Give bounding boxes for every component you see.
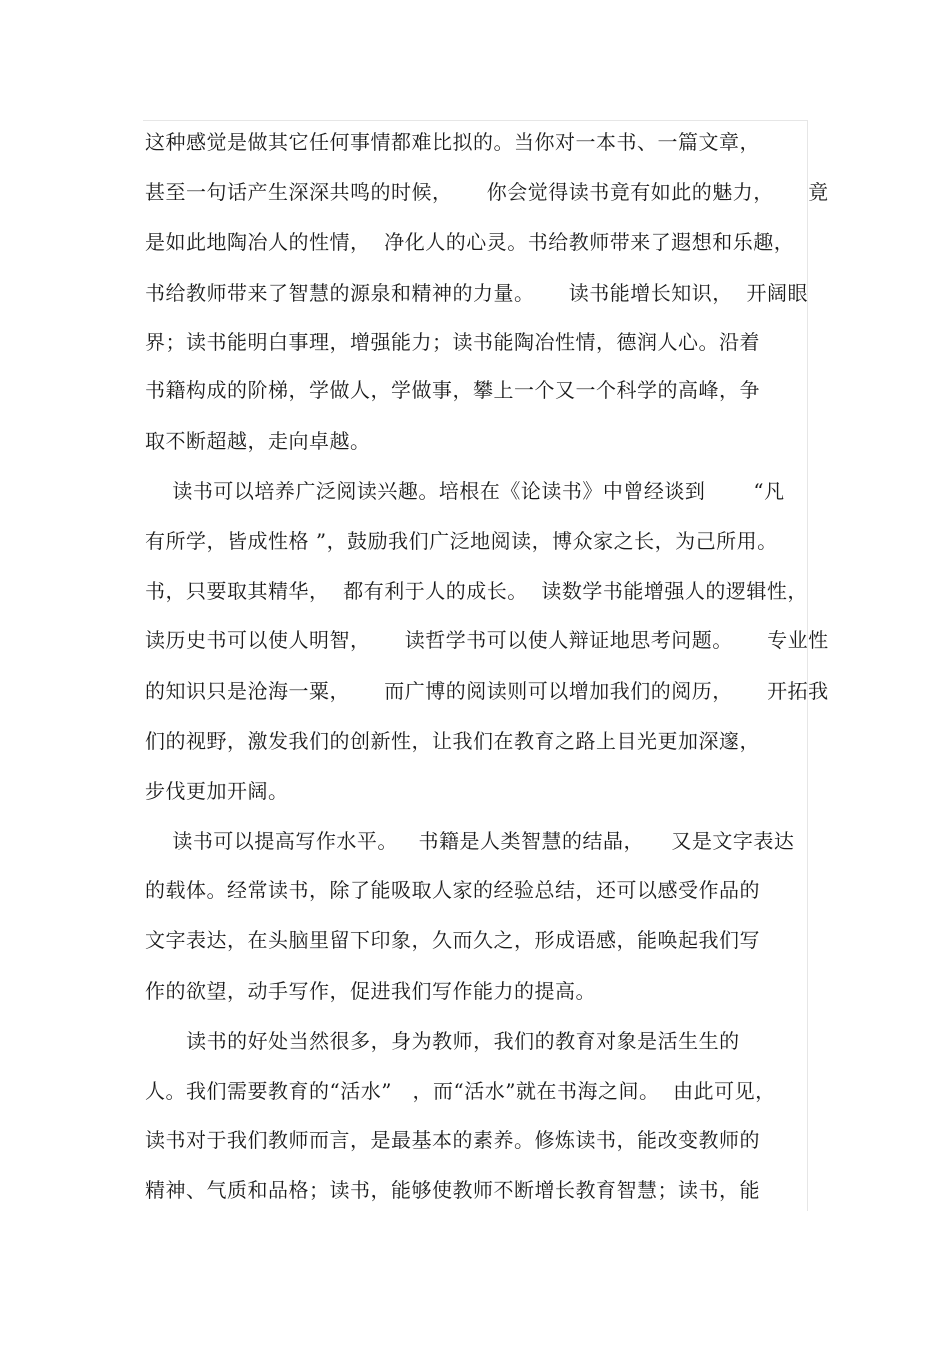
- text-line: 精神、气质和品格；读书，能够使教师不断增长教育智慧；读书，能: [145, 1178, 760, 1202]
- text-line: 人。我们需要教育的“活水” ，而“活水”就在书海之间。 由此可见，: [145, 1079, 776, 1103]
- text-line: 读书对于我们教师而言，是最基本的素养。修炼读书，能改变教师的: [145, 1128, 760, 1152]
- paragraph-first-line: 读书的好处当然很多，身为教师，我们的教育对象是活生生的: [145, 1029, 740, 1053]
- text-line: 步伐更加开阔。: [145, 779, 289, 803]
- text-line: 取不断超越，走向卓越。: [145, 429, 371, 453]
- text-line: 文字表达，在头脑里留下印象，久而久之，形成语感，能唤起我们写: [145, 928, 760, 952]
- text-line: 界；读书能明白事理，增强能力；读书能陶冶性情，德润人心。沿着: [145, 330, 760, 354]
- paragraph-first-line: 读书可以培养广泛阅读兴趣。培根在《论读书》中曾经谈到 “凡: [145, 479, 785, 503]
- text-line: 作的欲望，动手写作，促进我们写作能力的提高。: [145, 979, 596, 1003]
- text-line: 书，只要取其精华， 都有利于人的成长。 读数学书能增强人的逻辑性，: [145, 579, 808, 603]
- text-line: 的知识只是沧海一粟， 而广博的阅读则可以增加我们的阅历， 开拓我: [145, 679, 829, 703]
- text-line: 的载体。经常读书，除了能吸取人家的经验总结，还可以感受作品的: [145, 878, 760, 902]
- text-line: 书给教师带来了智慧的源泉和精神的力量。 读书能增长知识， 开阔眼: [145, 281, 809, 305]
- text-line: 们的视野，激发我们的创新性，让我们在教育之路上目光更加深邃，: [145, 729, 760, 753]
- text-line: 这种感觉是做其它任何事情都难比拟的。当你对一本书、一篇文章，: [145, 130, 760, 154]
- text-line: 甚至一句话产生深深共鸣的时候， 你会觉得读书竟有如此的魅力， 竟: [145, 180, 829, 204]
- text-line: 书籍构成的阶梯，学做人，学做事，攀上一个又一个科学的高峰，争: [145, 378, 760, 402]
- text-line: 读历史书可以使人明智， 读哲学书可以使人辩证地思考问题。 专业性: [145, 628, 829, 652]
- paragraph-first-line: 读书可以提高写作水平。 书籍是人类智慧的结晶， 又是文字表达: [145, 829, 795, 853]
- text-line: 有所学，皆成性格 ”，鼓励我们广泛地阅读，博众家之长，为己所用。: [145, 529, 778, 553]
- text-line: 是如此地陶冶人的性情， 净化人的心灵。书给教师带来了遐想和乐趣，: [145, 230, 795, 254]
